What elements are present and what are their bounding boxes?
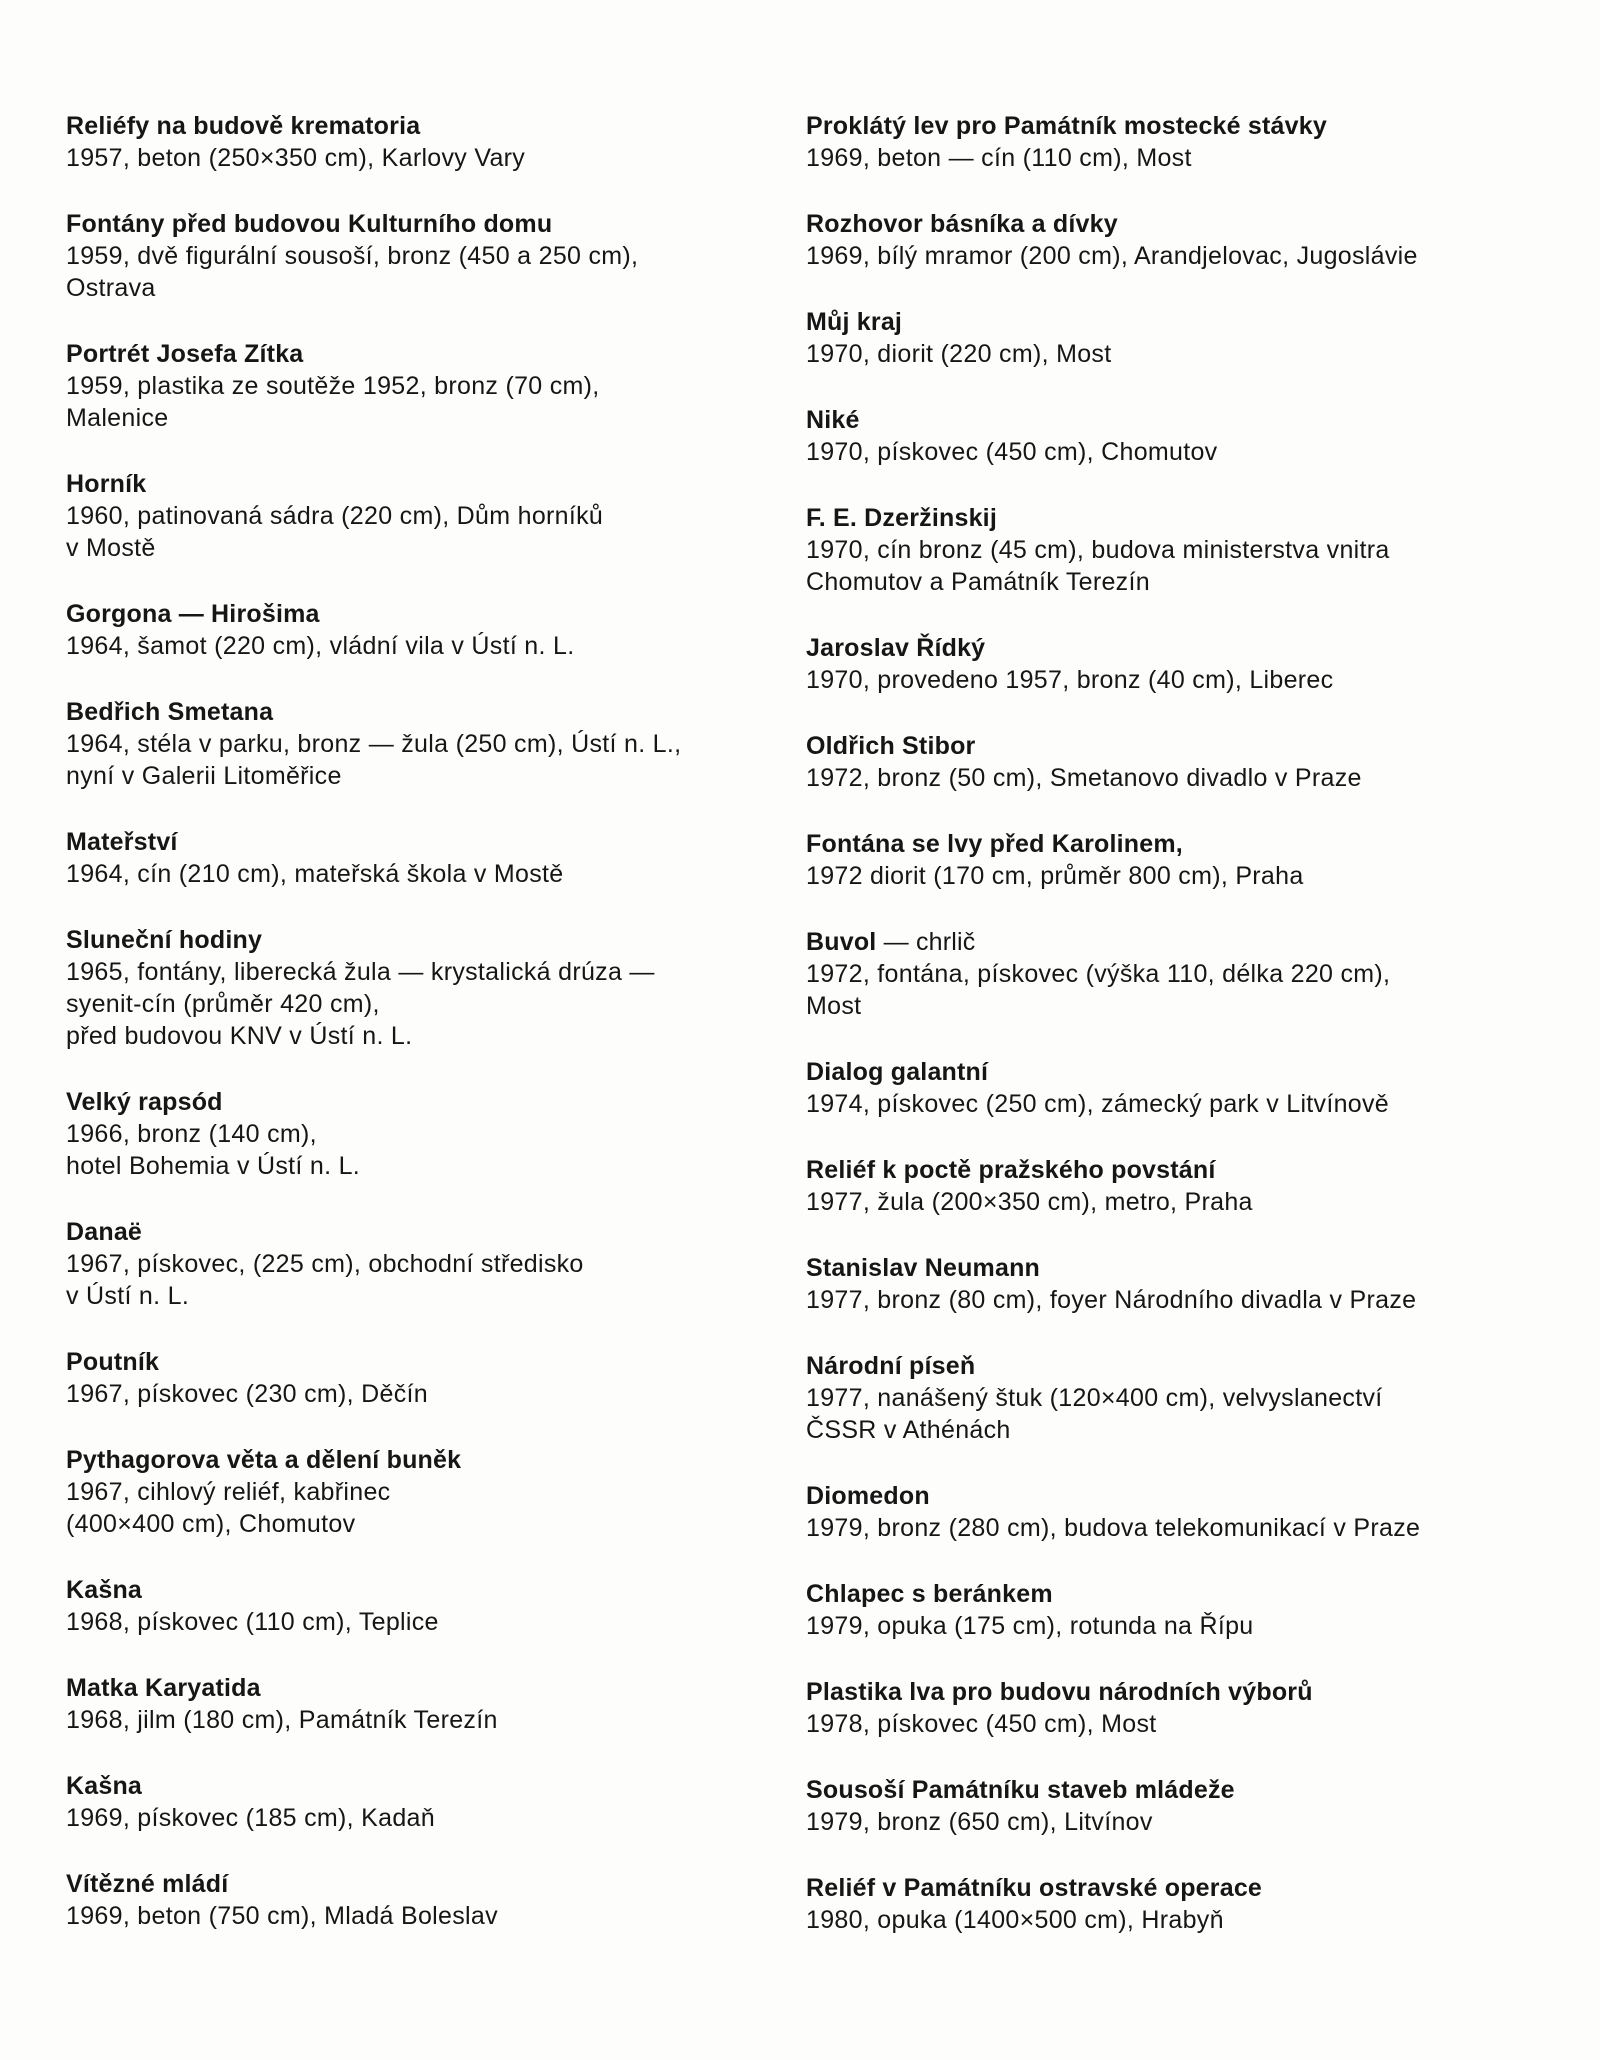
- work-title: [806, 1676, 1566, 1708]
- work-detail-line: 1970, diorit (220 cm), Most: [806, 340, 1112, 368]
- work-title-text: Velký rapsód: [66, 1088, 223, 1116]
- work-title-text: Oldřich Stibor: [806, 732, 976, 760]
- work-detail-line: 1959, plastika ze soutěže 1952, bronz (70 cm),: [66, 372, 600, 400]
- work-title-text: Reliéfy na budově krematoria: [66, 112, 421, 140]
- work-title-text: Pythagorova věta a dělení buněk: [66, 1446, 462, 1474]
- work-title: [806, 730, 1566, 762]
- work-detail-line: 1979, bronz (280 cm), budova telekomunikací v Praze: [806, 1514, 1421, 1542]
- work-title-text: Bedřich Smetana: [66, 698, 274, 726]
- work-title-text: Danaë: [66, 1218, 143, 1246]
- work-entry: [66, 1868, 766, 1932]
- work-title: [66, 696, 766, 728]
- work-title-text: Gorgona — Hirošima: [66, 600, 320, 628]
- right-column: [806, 110, 1566, 1970]
- work-entry: [806, 1252, 1566, 1316]
- work-detail-line: Most: [806, 992, 862, 1020]
- work-entry: [66, 1770, 766, 1834]
- work-entry: [806, 1676, 1566, 1740]
- work-detail-line: 1970, provedeno 1957, bronz (40 cm), Liberec: [806, 666, 1334, 694]
- work-detail-line: Chomutov a Památník Terezín: [806, 568, 1150, 596]
- work-detail-line: 1974, pískovec (250 cm), zámecký park v Litvínově: [806, 1090, 1389, 1118]
- work-detail-line: 1969, beton (750 cm), Mladá Boleslav: [66, 1902, 498, 1930]
- work-title: [66, 468, 766, 500]
- work-detail-line: 1967, pískovec (230 cm), Děčín: [66, 1380, 428, 1408]
- work-title: [66, 1574, 766, 1606]
- work-detail-line: 1968, jilm (180 cm), Památník Terezín: [66, 1706, 498, 1734]
- work-detail-line: 1966, bronz (140 cm),: [66, 1120, 317, 1148]
- work-detail-line: hotel Bohemia v Ústí n. L.: [66, 1152, 361, 1180]
- work-detail-line: 1969, bílý mramor (200 cm), Arandjelovac, Jugoslávie: [806, 242, 1418, 270]
- work-title: [66, 1216, 766, 1248]
- work-title-text: Stanislav Neumann: [806, 1254, 1041, 1282]
- work-title-text: Dialog galantní: [806, 1058, 989, 1086]
- work-entry: [66, 1574, 766, 1638]
- work-entry: [806, 110, 1566, 174]
- work-detail-line: 1972 diorit (170 cm, průměr 800 cm), Praha: [806, 862, 1304, 890]
- work-title-text: Můj kraj: [806, 308, 903, 336]
- work-detail-line: 1977, žula (200×350 cm), metro, Praha: [806, 1188, 1253, 1216]
- work-entry: [66, 1346, 766, 1410]
- work-entry: [806, 828, 1566, 892]
- work-detail-line: 1970, pískovec (450 cm), Chomutov: [806, 438, 1218, 466]
- work-title: [66, 1770, 766, 1802]
- work-title-text: Proklátý lev pro Památník mostecké stávky: [806, 112, 1327, 140]
- work-title-text: Kašna: [66, 1772, 143, 1800]
- work-entry: [806, 926, 1566, 1022]
- work-title-text: Fontány před budovou Kulturního domu: [66, 210, 553, 238]
- work-detail-line: 1970, cín bronz (45 cm), budova ministerstva vnitra: [806, 536, 1390, 564]
- work-title: [806, 404, 1566, 436]
- work-entry: [66, 696, 766, 792]
- work-detail-line: 1980, opuka (1400×500 cm), Hrabyň: [806, 1906, 1224, 1934]
- work-entry: [806, 1872, 1566, 1936]
- work-title-text: Portrét Josefa Zítka: [66, 340, 304, 368]
- work-title: [66, 1672, 766, 1704]
- work-title: [806, 828, 1566, 860]
- work-entry: [806, 632, 1566, 696]
- work-detail-line: 1968, pískovec (110 cm), Teplice: [66, 1608, 439, 1636]
- work-title: [806, 1350, 1566, 1382]
- work-title-text: Matka Karyatida: [66, 1674, 261, 1702]
- work-entry: [806, 404, 1566, 468]
- work-title: [806, 1774, 1566, 1806]
- work-title-text: Národní píseň: [806, 1352, 976, 1380]
- work-entry: [806, 1350, 1566, 1446]
- work-title-text: Sluneční hodiny: [66, 926, 263, 954]
- work-detail-line: ČSSR v Athénách: [806, 1416, 1011, 1444]
- work-title: [806, 1154, 1566, 1186]
- work-entry: [806, 502, 1566, 598]
- work-detail-line: (400×400 cm), Chomutov: [66, 1510, 356, 1538]
- work-title-text: Reliéf k poctě pražského povstání: [806, 1156, 1216, 1184]
- work-entry: [66, 1086, 766, 1182]
- work-detail-line: 1977, nanášený štuk (120×400 cm), velvyslanectví: [806, 1384, 1383, 1412]
- work-title: [806, 1056, 1566, 1088]
- work-title-text: F. E. Dzeržinskij: [806, 504, 997, 532]
- work-title-text: Rozhovor básníka a dívky: [806, 210, 1118, 238]
- work-title: [806, 926, 1566, 958]
- left-column: [66, 110, 766, 1966]
- work-detail-line: 1967, pískovec, (225 cm), obchodní středisko: [66, 1250, 584, 1278]
- work-entry: [66, 1444, 766, 1540]
- work-detail-line: 1964, stéla v parku, bronz — žula (250 cm), Ústí n. L.,: [66, 730, 682, 758]
- work-detail-line: Malenice: [66, 404, 169, 432]
- work-title-text: Poutník: [66, 1348, 160, 1376]
- work-title: [806, 306, 1566, 338]
- work-entry: [66, 826, 766, 890]
- work-title: [66, 338, 766, 370]
- work-title: [66, 1444, 766, 1476]
- work-detail-line: 1969, beton — cín (110 cm), Most: [806, 144, 1192, 172]
- work-entry: [806, 306, 1566, 370]
- work-title-text: Buvol: [806, 928, 877, 956]
- work-detail-line: 1957, beton (250×350 cm), Karlovy Vary: [66, 144, 526, 172]
- work-detail-line: 1964, cín (210 cm), mateřská škola v Mostě: [66, 860, 564, 888]
- work-title-text: Horník: [66, 470, 147, 498]
- work-title-text: Fontána se lvy před Karolinem,: [806, 830, 1183, 858]
- work-detail-line: 1978, pískovec (450 cm), Most: [806, 1710, 1157, 1738]
- work-title: [66, 208, 766, 240]
- work-entry: [806, 1578, 1566, 1642]
- work-title: [66, 1868, 766, 1900]
- work-detail-line: Ostrava: [66, 274, 156, 302]
- work-entry: [66, 468, 766, 564]
- work-title: [66, 924, 766, 956]
- work-title-text: Niké: [806, 406, 860, 434]
- work-detail-line: nyní v Galerii Litoměřice: [66, 762, 342, 790]
- work-title: [66, 1346, 766, 1378]
- work-entry: [66, 208, 766, 304]
- work-entry: [66, 338, 766, 434]
- work-title: [806, 1252, 1566, 1284]
- work-title-text: Plastika lva pro budovu národních výborů: [806, 1678, 1313, 1706]
- work-detail-line: 1979, opuka (175 cm), rotunda na Řípu: [806, 1612, 1254, 1640]
- work-title: [806, 502, 1566, 534]
- work-title-text: Diomedon: [806, 1482, 930, 1510]
- work-title-text: Reliéf v Památníku ostravské operace: [806, 1874, 1263, 1902]
- work-detail-line: 1960, patinovaná sádra (220 cm), Dům horníků: [66, 502, 604, 530]
- work-entry: [66, 924, 766, 1052]
- work-title: [806, 110, 1566, 142]
- work-detail-line: 1972, fontána, pískovec (výška 110, délka 220 cm),: [806, 960, 1391, 988]
- work-detail-line: před budovou KNV v Ústí n. L.: [66, 1022, 413, 1050]
- work-detail-line: 1977, bronz (80 cm), foyer Národního divadla v Praze: [806, 1286, 1417, 1314]
- work-title-text: Mateřství: [66, 828, 178, 856]
- work-title: [806, 1872, 1566, 1904]
- work-title: [66, 598, 766, 630]
- work-detail-line: 1964, šamot (220 cm), vládní vila v Ústí n. L.: [66, 632, 575, 660]
- work-title-suffix: — chrlič: [876, 928, 976, 956]
- work-entry: [806, 1056, 1566, 1120]
- work-title: [806, 208, 1566, 240]
- work-entry: [806, 1154, 1566, 1218]
- work-title: [66, 110, 766, 142]
- work-entry: [66, 110, 766, 174]
- work-entry: [806, 1480, 1566, 1544]
- work-detail-line: 1967, cihlový reliéf, kabřinec: [66, 1478, 391, 1506]
- work-title: [806, 632, 1566, 664]
- work-title: [66, 1086, 766, 1118]
- work-entry: [806, 208, 1566, 272]
- work-entry: [66, 598, 766, 662]
- work-detail-line: v Mostě: [66, 534, 156, 562]
- work-detail-line: v Ústí n. L.: [66, 1282, 190, 1310]
- work-entry: [66, 1672, 766, 1736]
- work-detail-line: 1969, pískovec (185 cm), Kadaň: [66, 1804, 435, 1832]
- work-entry: [806, 730, 1566, 794]
- work-detail-line: 1979, bronz (650 cm), Litvínov: [806, 1808, 1153, 1836]
- work-title-text: Vítězné mládí: [66, 1870, 229, 1898]
- work-title-text: Jaroslav Řídký: [806, 634, 986, 662]
- work-detail-line: 1972, bronz (50 cm), Smetanovo divadlo v Praze: [806, 764, 1362, 792]
- work-title-text: Sousoší Památníku staveb mládeže: [806, 1776, 1235, 1804]
- work-title-text: Chlapec s beránkem: [806, 1580, 1053, 1608]
- work-entry: [66, 1216, 766, 1312]
- work-title: [806, 1578, 1566, 1610]
- work-title-text: Kašna: [66, 1576, 143, 1604]
- work-detail-line: 1959, dvě figurální sousoší, bronz (450 a 250 cm),: [66, 242, 639, 270]
- work-title: [66, 826, 766, 858]
- work-detail-line: 1965, fontány, liberecká žula — krystalická drúza —: [66, 958, 655, 986]
- work-detail-line: syenit-cín (průměr 420 cm),: [66, 990, 380, 1018]
- work-title: [806, 1480, 1566, 1512]
- work-entry: [806, 1774, 1566, 1838]
